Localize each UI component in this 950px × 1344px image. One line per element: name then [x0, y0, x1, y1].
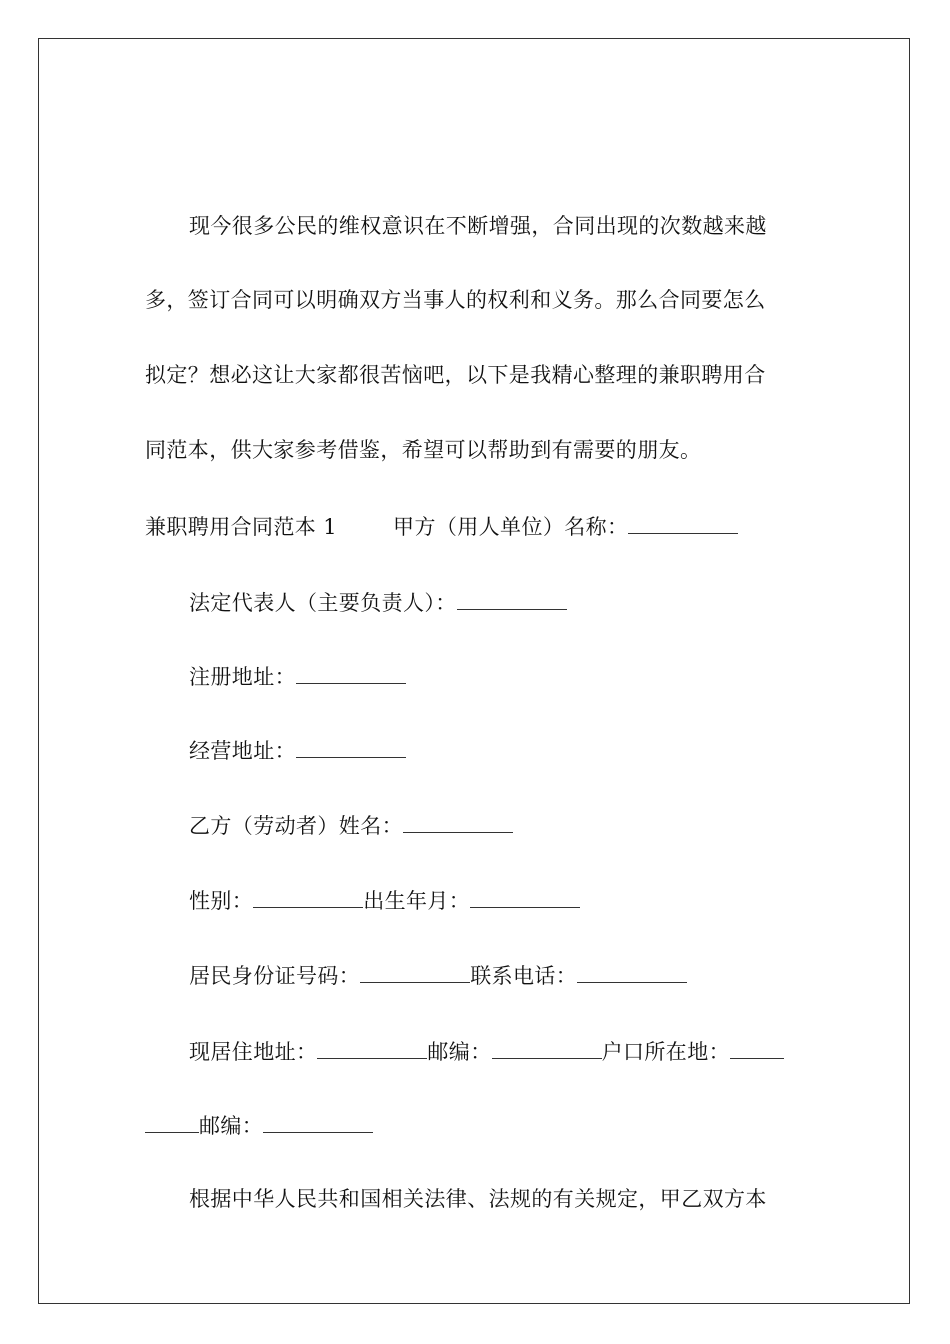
birth-blank[interactable] — [470, 885, 580, 908]
postcode1-label: 邮编： — [427, 1040, 492, 1064]
biz-address-blank[interactable] — [296, 735, 406, 758]
phone-label: 联系电话： — [470, 964, 578, 988]
postcode1-blank[interactable] — [492, 1036, 602, 1059]
postcode2-blank[interactable] — [263, 1110, 373, 1133]
party-a-line — [145, 511, 738, 541]
phone-blank[interactable] — [577, 960, 687, 983]
reg-address-blank[interactable] — [296, 661, 406, 684]
intro-line-1: 现今很多公民的维权意识在不断增强，合同出现的次数越来越 — [189, 214, 767, 238]
party-b-line — [189, 810, 513, 840]
reg-address-label: 注册地址： — [189, 665, 296, 689]
hukou-label: 户口所在地： — [601, 1040, 731, 1064]
gender-label: 性别： — [189, 889, 254, 913]
id-phone-line — [189, 960, 687, 990]
intro-line-4: 同范本，供大家参考借鉴，希望可以帮助到有需要的朋友。 — [145, 438, 702, 462]
address-line — [189, 1036, 784, 1066]
id-number-blank[interactable] — [360, 960, 470, 983]
hukou-blank-end[interactable] — [145, 1110, 199, 1133]
biz-address-line — [189, 735, 406, 765]
legal-rep-line — [189, 587, 567, 617]
party-a-name-blank[interactable] — [628, 511, 738, 534]
reg-address-line — [189, 661, 406, 691]
intro-line-3: 拟定？想必这让大家都很苦恼吧，以下是我精心整理的兼职聘用合 — [145, 363, 766, 387]
postcode2-line — [145, 1110, 373, 1140]
hukou-blank-start[interactable] — [730, 1036, 784, 1059]
party-b-name-label: 乙方（劳动者）姓名： — [189, 814, 403, 838]
gender-birth-line — [189, 885, 580, 915]
legal-rep-label: 法定代表人（主要负责人）： — [189, 591, 457, 615]
current-address-label: 现居住地址： — [189, 1040, 318, 1064]
contract-title: 兼职聘用合同范本 1 — [145, 515, 338, 539]
biz-address-label: 经营地址： — [189, 739, 296, 763]
current-address-blank[interactable] — [317, 1036, 427, 1059]
postcode2-label: 邮编： — [199, 1114, 264, 1138]
gender-blank[interactable] — [253, 885, 363, 908]
legal-rep-blank[interactable] — [457, 587, 567, 610]
closing-line: 根据中华人民共和国相关法律、法规的有关规定，甲乙双方本 — [189, 1187, 767, 1211]
id-number-label: 居民身份证号码： — [189, 964, 361, 988]
intro-line-2: 多，签订合同可以明确双方当事人的权利和义务。那么合同要怎么 — [145, 288, 766, 312]
birth-label: 出生年月： — [363, 889, 471, 913]
party-b-name-blank[interactable] — [403, 810, 513, 833]
party-a-name-label: 甲方（用人单位）名称： — [393, 515, 629, 539]
